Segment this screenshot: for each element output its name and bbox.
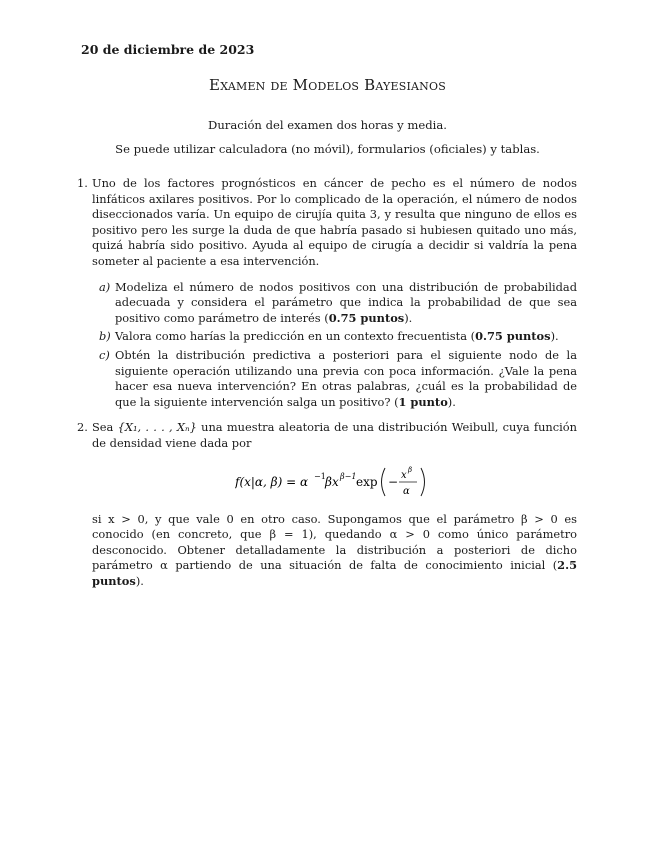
formula-left-paren [381,468,385,496]
exam-duration: Duración del examen dos horas y media. [208,118,447,132]
question-part-a [99,280,577,327]
part-points: 0.75 puntos [328,310,405,325]
question-part-c [99,348,577,410]
exam-allowed-materials: Se puede utilizar calculadora (no móvil), formularios (oficiales) y tablas. [115,142,540,156]
question-part-b [99,329,577,345]
formula-lhs: f(x|α, β) = α [234,475,308,489]
formula-denominator: α [402,486,410,497]
question-list [77,176,577,599]
exam-date: 20 de diciembre de 2023 [81,42,255,57]
formula-beta-x: βx [324,475,339,489]
text-after: si x > 0, y que vale 0 en otro caso. Supongamos que el parámetro β > 0 es conocido (en concreto, que β = 1), quedando α > 0 como único parámetro desconocido. Obtener detalladamente la distribución a posteriori de dicho parámetro α partiendo de una situación de falta de conocimiento inicial ( [92,511,577,573]
part-end: ). [447,394,456,409]
part-label: b) [99,329,111,344]
formula-alpha-exponent: −1 [313,472,326,481]
question-parts [92,280,577,411]
question-1 [77,176,577,410]
question-intro [92,420,577,451]
formula-right-paren [421,468,425,496]
exam-title: Examen de Modelos Bayesianos [209,76,446,94]
question-end: ). [135,573,144,588]
formula-x-exponent: β−1 [339,472,356,481]
question-text-after [92,512,577,590]
part-text: Modeliza el número de nodos positivos con una distribución de probabilidad adecuada y considera el parámetro que indica la probabilidad de que sea positivo como parámetro de interés ( [115,279,577,325]
part-text: Valora como harías la predicción en un contexto frecuentista ( [115,329,476,344]
question-number: 2. [77,420,88,435]
part-label: c) [99,347,110,362]
weibull-density-formula [92,462,577,502]
intro-text-b: una muestra aleatoria de una distribución Weibull, cuya función de densidad viene dada por [92,420,577,450]
part-points: 1 punto [398,394,448,409]
question-2 [77,420,577,589]
part-end: ). [404,310,413,325]
formula-svg [235,462,435,502]
part-label: a) [99,279,111,294]
question-number: 1. [77,176,88,190]
part-end: ). [550,329,559,344]
sample-set: {X₁, . . . , Xₙ} [117,420,197,435]
intro-text-a: Sea [92,420,118,435]
question-points: 2.5 puntos [92,558,577,588]
formula-minus: − [387,475,398,489]
formula-numerator: x [400,470,407,481]
formula-exp: exp [355,475,378,489]
question-text: Uno de los factores prognósticos en cáncer de pecho es el número de nodos linfáticos axilares positivos. Por lo complicado de la operación, el número de nodos diseccionados varía. Un equipo de cirujía quita 3, y resulta que ninguno de ellos es positivo pero les surge la duda de que habría pasado si hubiesen quitado uno más, quizá habría sido positivo. Ayuda al equipo de cirugía a decidir si valdría la pena someter al paciente a esa intervención. [92,176,577,268]
part-points: 0.75 puntos [475,329,551,344]
part-text: Obtén la distribución predictiva a posteriori para el siguiente nodo de la siguiente operación utilizando una previa con poca información. ¿Vale la pena hacer esa nueva intervención? En otras palabras, ¿cuál es la probabilidad de que la siguiente intervención salga un positivo? ( [115,347,577,409]
formula-numerator-exponent: β [407,466,412,474]
